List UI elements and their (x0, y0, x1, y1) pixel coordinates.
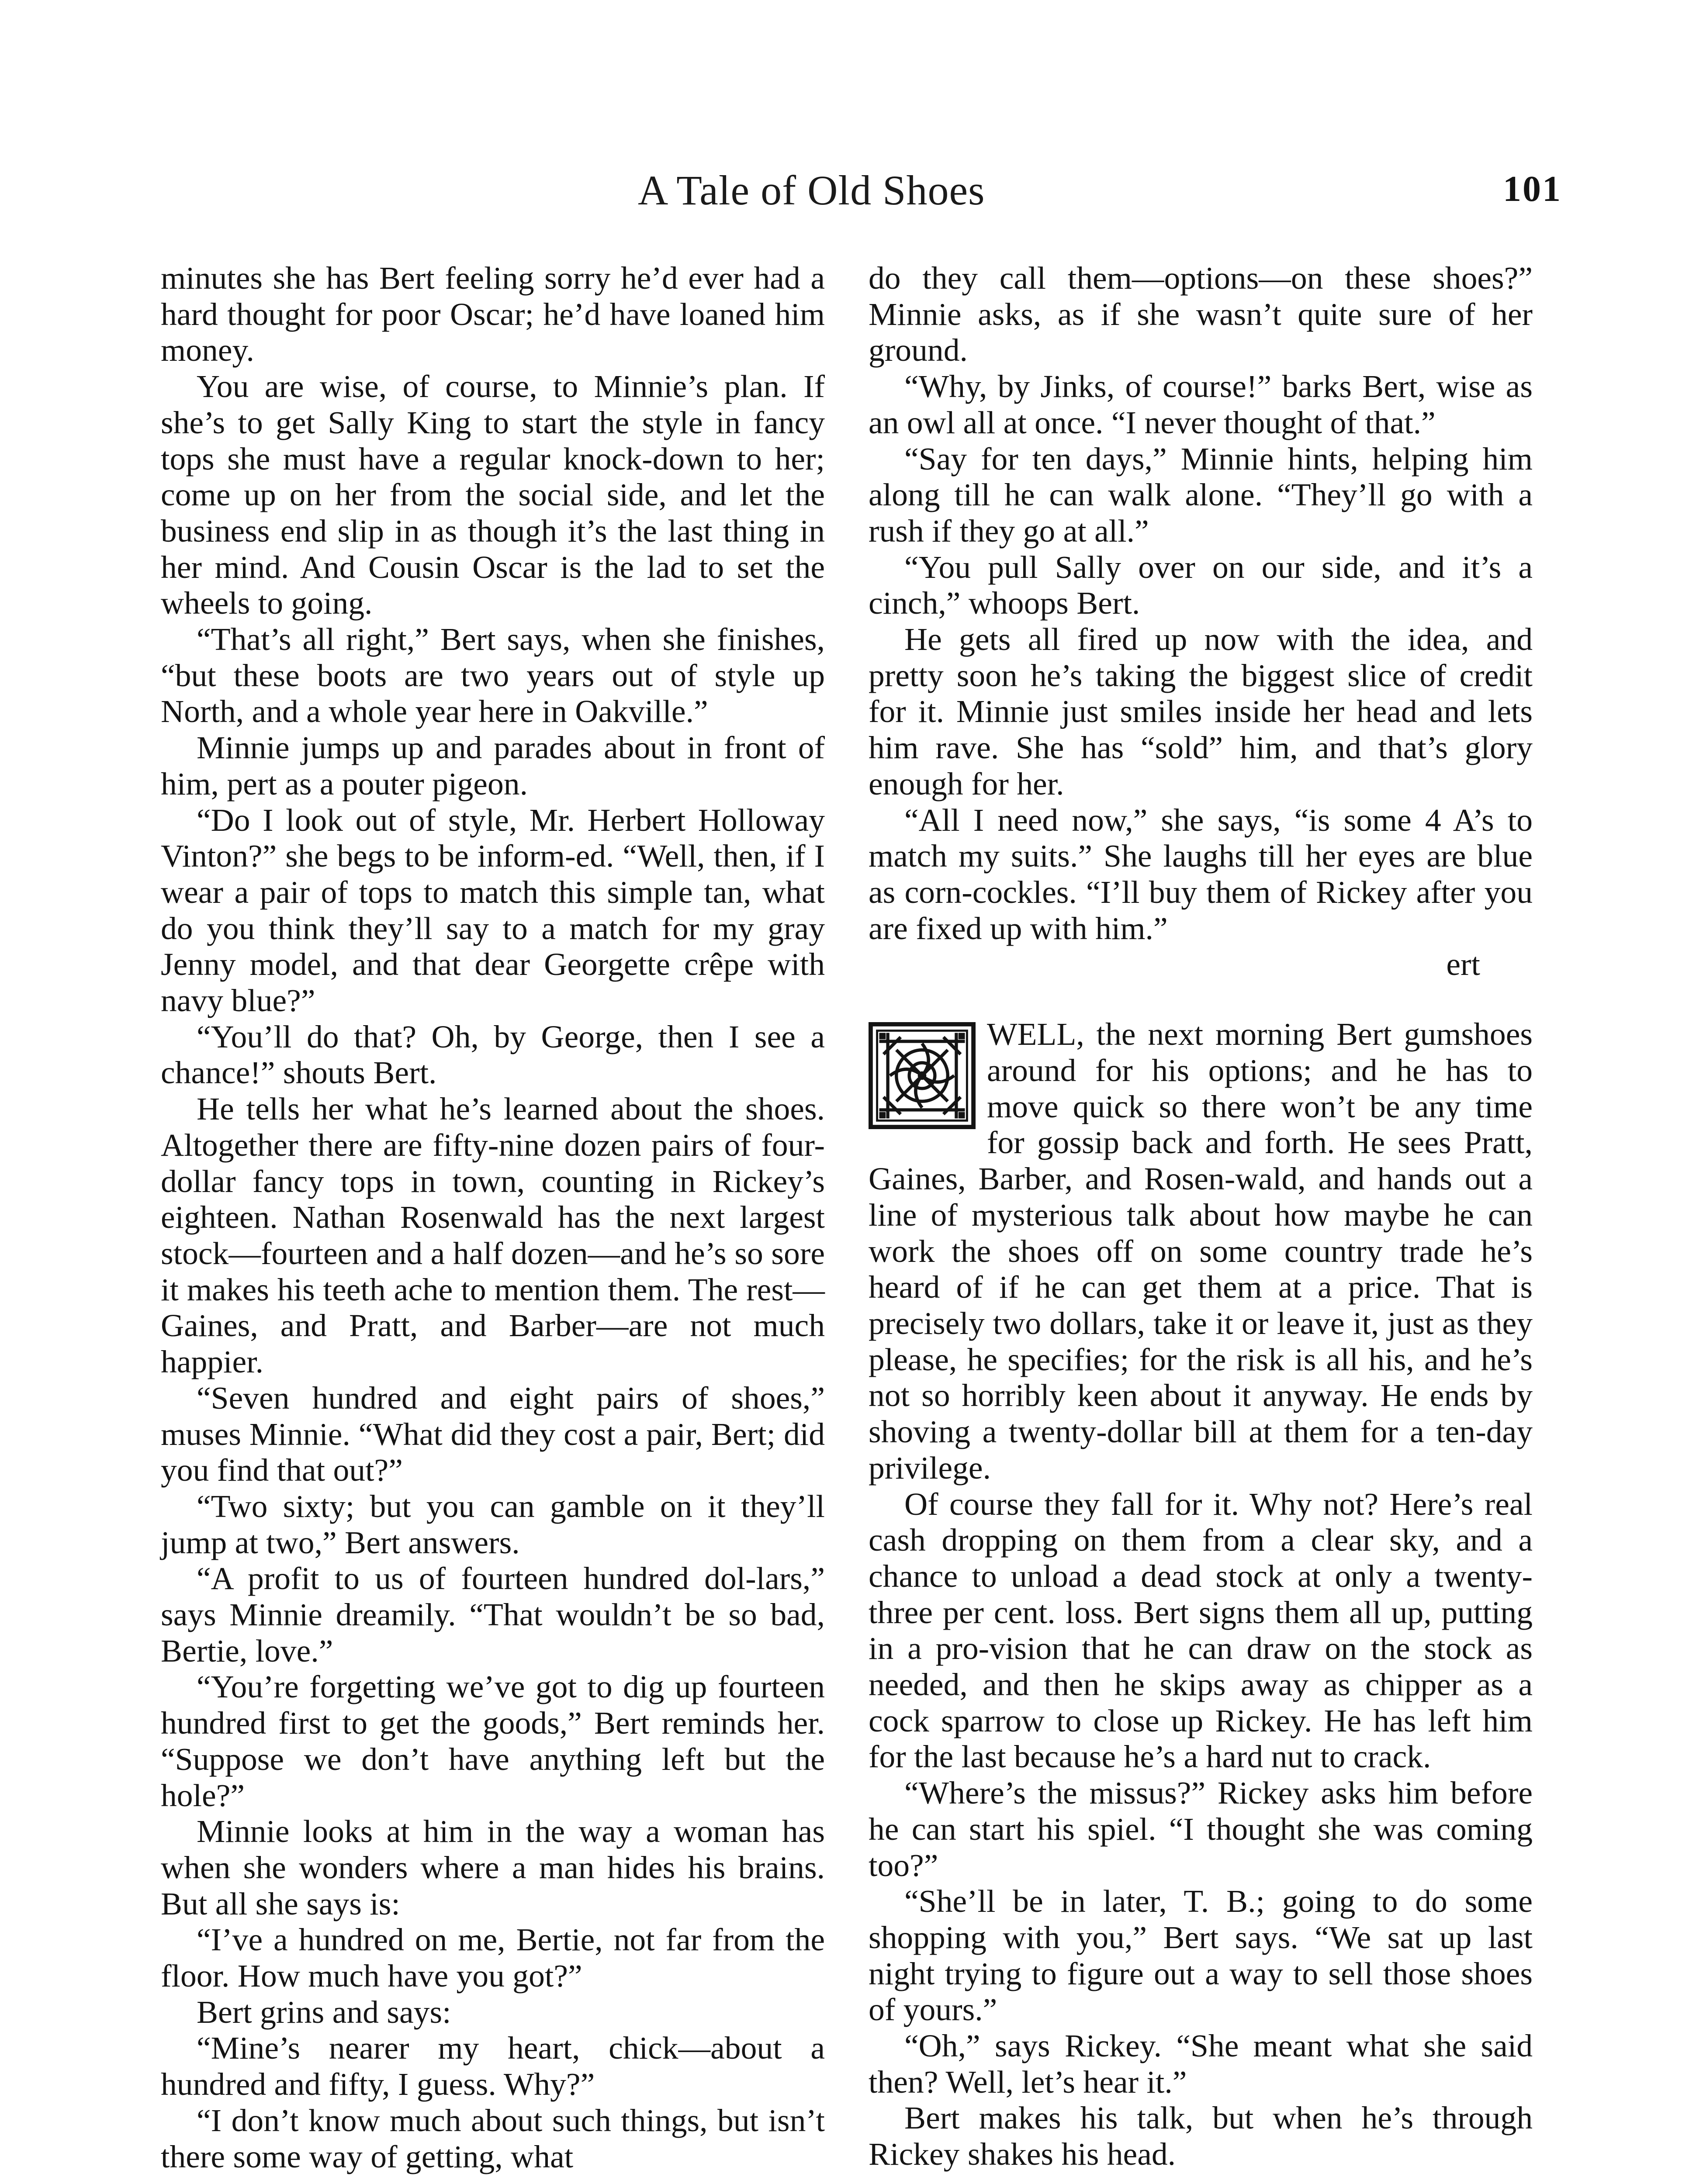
paragraph: “I’ve a hundred on me, Bertie, not far from the floor. How much have you got?” (161, 1921, 825, 1994)
paragraph: Minnie jumps up and parades about in front of him, pert as a pouter pigeon. (161, 729, 825, 802)
paragraph: He gets all fired up now with the idea, and pretty soon he’s taking the biggest slice of credit for it. Minnie just smiles inside her head and lets him rave. She has “sold” him, and that’s glory enough for her. (869, 621, 1533, 802)
paragraph: “Say for ten days,” Minnie hints, helping him along till he can walk alone. “They’ll go with a rush if they go at all.” (869, 440, 1533, 549)
dropcap-section (869, 1016, 1533, 1486)
left-column (161, 260, 825, 2174)
paragraph: minutes she has Bert feeling sorry he’d ever had a hard thought for poor Oscar; he’d have loaned him money. (161, 260, 825, 368)
paragraph: He tells her what he’s learned about the shoes. Altogether there are fifty-nine dozen pairs of four-dollar fancy tops in town, counting in Rickey’s eighteen. Nathan Rosenwald has the next largest stock—fourteen and a half dozen—and he’s so sore it makes his teeth ache to mention them. The rest—Gaines, and Pratt, and Barber—are not much happier. (161, 1091, 825, 1380)
paragraph: “All I need now,” she says, “is some 4 A’s to match my suits.” She laughs till her eyes are blue as corn-cockles. “I’ll buy them of Rickey after you are fixed up with him.” (869, 802, 1533, 946)
paragraph: “She’ll be in later, T. B.; going to do some shopping with you,” Bert says. “We sat up last night trying to figure out a way to sell those shoes of yours.” (869, 1883, 1533, 2028)
paragraph: Bert grins and says: (197, 1994, 451, 2030)
paragraph: WELL, the next morning Bert gumshoes around for his options; and he has to move quick so there won’t be any time for gossip back and forth. He sees Pratt, Gaines, Barber, and Rosen-wald, and hands out a line of mysterious talk about how maybe he can work the shoes off on some country trade he’s heard of if he can get them at a price. That is precisely two dollars, take it or leave it, just as they please, he specifies; for the risk is all his, and he’s not so horribly keen about it anyway. He ends by shoving a twenty-dollar bill at them for a ten-day privilege. (869, 1016, 1533, 1486)
running-title: A Tale of Old Shoes (638, 167, 985, 214)
paragraph: “Why, by Jinks, of course!” barks Bert, wise as an owl all at once. “I never thought of that.” (869, 368, 1533, 440)
paragraph: “That’s all right,” Bert says, when she finishes, “but these boots are two years out of style up North, and a whole year here in Oakville.” (161, 621, 825, 729)
paragraph: do they call them—options—on these shoes?” Minnie asks, as if she wasn’t quite sure of her ground. (869, 260, 1533, 368)
paragraph: “Two sixty; but you can gamble on it they’ll jump at two,” Bert answers. (161, 1488, 825, 1560)
paragraph: Of course they fall for it. Why not? Here’s real cash dropping on them from a clear sky, and a chance to unload a dead stock at only a twenty-three per cent. loss. Bert signs them all up, putting in a pro-vision that he can draw on the stock as needed, and then he skips away as chipper as a cock sparrow to close up Rickey. He has left him for the last because he’s a hard nut to crack. (869, 1486, 1533, 1775)
right-column (869, 260, 1533, 2172)
paragraph: “I don’t know much about such things, but isn’t there some way of getting, what (161, 2102, 825, 2174)
paragraph: Bert makes his talk, but when he’s through Rickey shakes his head. (869, 2100, 1533, 2172)
stray-text: ert (1446, 946, 1480, 982)
paragraph: “Do I look out of style, Mr. Herbert Holloway Vinton?” she begs to be inform-ed. “Well, then, if I wear a pair of tops to match this simple tan, what do you think they’ll say to a match for my gray Jenny model, and that dear Georgette crêpe with navy blue?” (161, 802, 825, 1019)
page-number: 101 (1503, 169, 1562, 209)
paragraph: “You’re forgetting we’ve got to dig up fourteen hundred first to get the goods,” Bert reminds her. “Suppose we don’t have anything left but the hole?” (161, 1669, 825, 1813)
paragraph: “You’ll do that? Oh, by George, then I see a chance!” shouts Bert. (161, 1018, 825, 1091)
paragraph: Minnie looks at him in the way a woman has when she wonders where a man hides his brains. But all she says is: (161, 1813, 825, 1921)
paragraph: “A profit to us of fourteen hundred dol-lars,” says Minnie dreamily. “That wouldn’t be so bad, Bertie, love.” (161, 1560, 825, 1669)
paragraph: “Mine’s nearer my heart, chick—about a hundred and fifty, I guess. Why?” (161, 2030, 825, 2102)
paragraph: “Seven hundred and eight pairs of shoes,” muses Minnie. “What did they cost a pair, Bert; did you find that out?” (161, 1379, 825, 1488)
paragraph: “Where’s the missus?” Rickey asks him before he can start his spiel. “I thought she was coming too?” (869, 1775, 1533, 1883)
paragraph: You are wise, of course, to Minnie’s plan. If she’s to get Sally King to start the style in fancy tops she must have a regular knock-down to her; come up on her from the social side, and let the business end slip in as though it’s the last thing in her mind. And Cousin Oscar is the lad to set the wheels to going. (161, 368, 825, 621)
paragraph: “Oh,” says Rickey. “She meant what she said then? Well, let’s hear it.” (869, 2028, 1533, 2100)
paragraph: “You pull Sally over on our side, and it’s a cinch,” whoops Bert. (869, 549, 1533, 621)
celtic-knot-ornament-icon (869, 1022, 976, 1129)
